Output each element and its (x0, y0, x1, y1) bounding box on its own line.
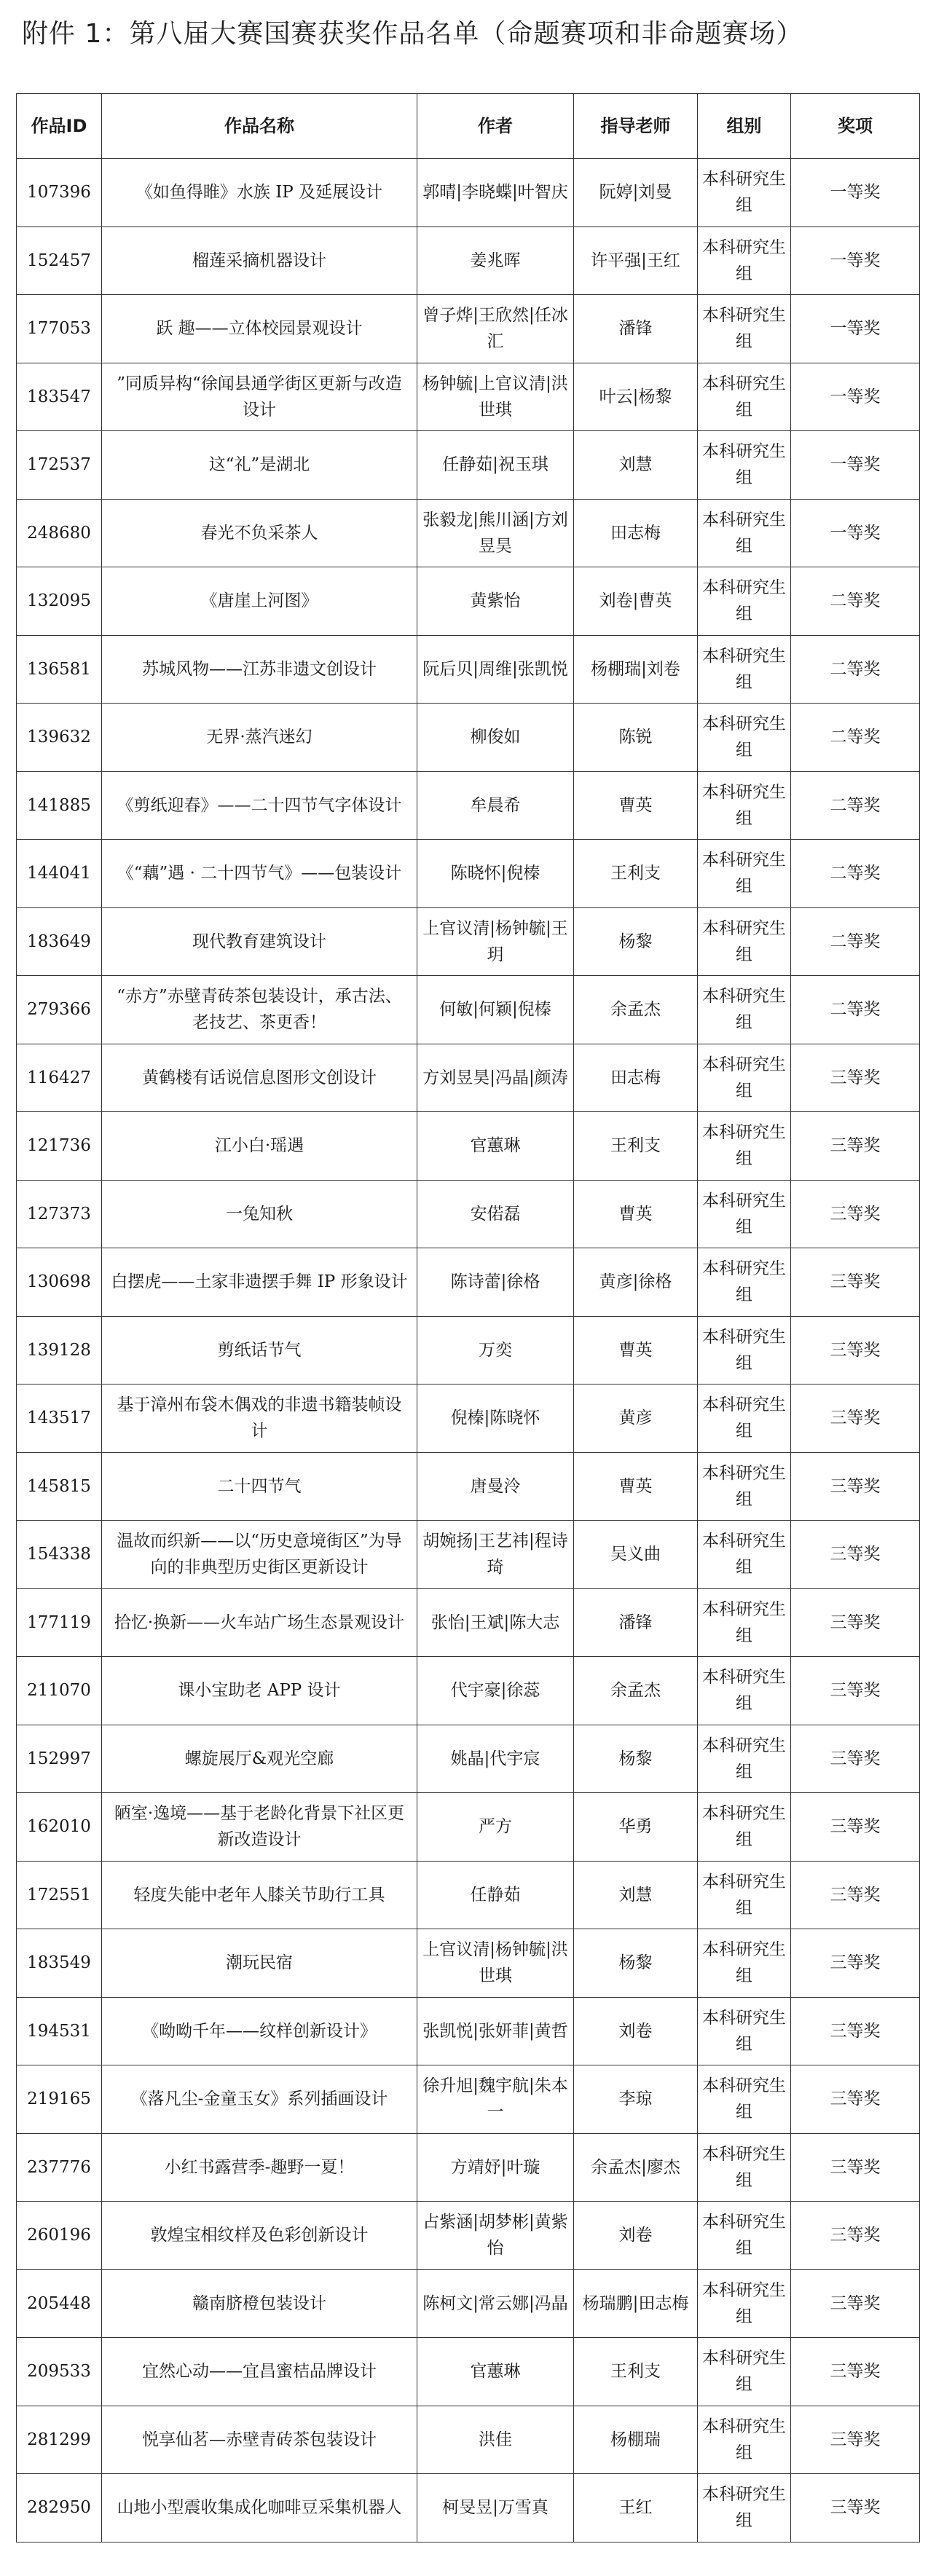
table-row (17, 1861, 920, 1929)
cell-award: 二等奖 (791, 635, 920, 704)
cell-mentor: 陈锐 (574, 704, 698, 772)
cell-author: 姚晶|代宇宸 (417, 1725, 574, 1793)
cell-author: 官蕙琳 (417, 2338, 574, 2406)
cell-award: 二等奖 (791, 840, 920, 908)
cell-name: 《落凡尘-金童玉女》系列插画设计 (102, 2065, 417, 2134)
table-row (17, 567, 920, 636)
cell-award: 三等奖 (791, 1384, 920, 1453)
cell-id: 172551 (17, 1861, 102, 1929)
cell-author: 严方 (417, 1793, 574, 1862)
cell-mentor: 王利支 (574, 840, 698, 908)
table-row (17, 1657, 920, 1725)
table-row (17, 907, 920, 976)
cell-author: 方刘昱昊|冯晶|颜涛 (417, 1044, 574, 1112)
cell-award: 三等奖 (791, 1657, 920, 1725)
cell-mentor: 刘慧 (574, 1861, 698, 1929)
cell-name: 基于漳州布袋木偶戏的非遗书籍装帧设计 (102, 1384, 417, 1453)
cell-group: 本科研究生组 (698, 840, 791, 908)
cell-id: 177053 (17, 295, 102, 363)
cell-id: 144041 (17, 840, 102, 908)
cell-mentor: 潘锋 (574, 1588, 698, 1657)
cell-author: 黄紫怡 (417, 567, 574, 636)
table-row (17, 1452, 920, 1521)
cell-id: 136581 (17, 635, 102, 704)
cell-author: 上官议清|杨钟毓|王玥 (417, 907, 574, 976)
cell-award: 三等奖 (791, 2338, 920, 2406)
cell-mentor: 叶云|杨黎 (574, 363, 698, 431)
cell-id: 279366 (17, 976, 102, 1044)
cell-group: 本科研究生组 (698, 771, 791, 840)
table-row (17, 976, 920, 1044)
cell-author: 陈诗蕾|徐格 (417, 1248, 574, 1317)
cell-mentor: 许平强|王红 (574, 227, 698, 295)
cell-id: 237776 (17, 2133, 102, 2202)
cell-author: 任静茹|祝玉琪 (417, 431, 574, 500)
cell-award: 一等奖 (791, 227, 920, 295)
cell-group: 本科研究生组 (698, 2133, 791, 2202)
cell-name: 跃 趣——立体校园景观设计 (102, 295, 417, 363)
cell-id: 281299 (17, 2406, 102, 2474)
cell-name: ”同质异构“徐闻县通学街区更新与改造设计 (102, 363, 417, 431)
cell-name: 二十四节气 (102, 1452, 417, 1521)
cell-award: 三等奖 (791, 2133, 920, 2202)
cell-id: 116427 (17, 1044, 102, 1112)
cell-group: 本科研究生组 (698, 499, 791, 567)
cell-group: 本科研究生组 (698, 635, 791, 704)
cell-name: 敦煌宝相纹样及色彩创新设计 (102, 2202, 417, 2270)
cell-mentor: 杨瑞鹏|田志梅 (574, 2269, 698, 2338)
cell-award: 三等奖 (791, 1725, 920, 1793)
cell-mentor: 杨黎 (574, 907, 698, 976)
cell-author: 占紫涵|胡梦彬|黄紫怡 (417, 2202, 574, 2270)
table-row (17, 1929, 920, 1998)
cell-author: 任静茹 (417, 1861, 574, 1929)
cell-id: 154338 (17, 1521, 102, 1589)
table-row (17, 840, 920, 908)
cell-mentor: 曹英 (574, 771, 698, 840)
cell-group: 本科研究生组 (698, 2065, 791, 2134)
cell-mentor: 王利支 (574, 2338, 698, 2406)
cell-author: 徐升旭|魏宇航|朱本一 (417, 2065, 574, 2134)
cell-award: 三等奖 (791, 2065, 920, 2134)
cell-mentor: 李琼 (574, 2065, 698, 2134)
cell-group: 本科研究生组 (698, 1112, 791, 1181)
cell-group: 本科研究生组 (698, 1044, 791, 1112)
cell-id: 145815 (17, 1452, 102, 1521)
cell-award: 三等奖 (791, 1452, 920, 1521)
cell-author: 张凯悦|张妍菲|黄哲 (417, 1997, 574, 2065)
cell-group: 本科研究生组 (698, 1180, 791, 1248)
table-row (17, 1112, 920, 1181)
cell-mentor: 潘锋 (574, 295, 698, 363)
table-row (17, 704, 920, 772)
table-row (17, 1248, 920, 1317)
cell-name: 山地小型震收集成化咖啡豆采集机器人 (102, 2474, 417, 2542)
cell-mentor: 曹英 (574, 1452, 698, 1521)
cell-award: 三等奖 (791, 2406, 920, 2474)
cell-name: 《“藕”遇 · 二十四节气》——包装设计 (102, 840, 417, 908)
cell-name: 现代教育建筑设计 (102, 907, 417, 976)
cell-group: 本科研究生组 (698, 1588, 791, 1657)
cell-name: “赤方”赤壁青砖茶包装设计，承古法、老技艺、茶更香！ (102, 976, 417, 1044)
cell-award: 一等奖 (791, 499, 920, 567)
table-row (17, 2202, 920, 2270)
cell-group: 本科研究生组 (698, 1793, 791, 1862)
cell-id: 152997 (17, 1725, 102, 1793)
cell-group: 本科研究生组 (698, 159, 791, 227)
cell-name: 宜然心动——宜昌蜜桔品牌设计 (102, 2338, 417, 2406)
cell-mentor: 曹英 (574, 1316, 698, 1384)
table-body (17, 159, 920, 2542)
cell-award: 二等奖 (791, 976, 920, 1044)
cell-name: 轻度失能中老年人膝关节助行工具 (102, 1861, 417, 1929)
cell-id: 282950 (17, 2474, 102, 2542)
cell-name: 江小白·瑶遇 (102, 1112, 417, 1181)
cell-award: 三等奖 (791, 2202, 920, 2270)
table-row (17, 1793, 920, 1862)
cell-id: 183547 (17, 363, 102, 431)
cell-award: 三等奖 (791, 2474, 920, 2542)
table-header-row (17, 94, 920, 159)
cell-author: 姜兆晖 (417, 227, 574, 295)
table-row (17, 2269, 920, 2338)
cell-author: 牟晨希 (417, 771, 574, 840)
cell-id: 248680 (17, 499, 102, 567)
cell-award: 三等奖 (791, 1248, 920, 1317)
cell-name: 《剪纸迎春》——二十四节气字体设计 (102, 771, 417, 840)
table-row (17, 2065, 920, 2134)
cell-mentor: 华勇 (574, 1793, 698, 1862)
cell-mentor: 余孟杰|廖杰 (574, 2133, 698, 2202)
cell-mentor: 刘卷|曹英 (574, 567, 698, 636)
cell-group: 本科研究生组 (698, 2202, 791, 2270)
cell-group: 本科研究生组 (698, 363, 791, 431)
cell-mentor: 杨棚瑞|刘卷 (574, 635, 698, 704)
cell-id: 143517 (17, 1384, 102, 1453)
cell-name: 课小宝助老 APP 设计 (102, 1657, 417, 1725)
cell-group: 本科研究生组 (698, 1861, 791, 1929)
cell-mentor: 杨黎 (574, 1725, 698, 1793)
cell-name: 一兔知秋 (102, 1180, 417, 1248)
cell-author: 张怡|王斌|陈大志 (417, 1588, 574, 1657)
cell-award: 二等奖 (791, 907, 920, 976)
award-table (16, 93, 920, 2542)
cell-mentor: 杨黎 (574, 1929, 698, 1998)
header-award: 奖项 (791, 94, 920, 159)
cell-name: 白摆虎——土家非遗摆手舞 IP 形象设计 (102, 1248, 417, 1317)
cell-name: 赣南脐橙包装设计 (102, 2269, 417, 2338)
cell-author: 柳俊如 (417, 704, 574, 772)
cell-name: 悦享仙茗—赤壁青砖茶包装设计 (102, 2406, 417, 2474)
cell-id: 211070 (17, 1657, 102, 1725)
table-row (17, 1044, 920, 1112)
cell-author: 张毅龙|熊川涵|方刘昱昊 (417, 499, 574, 567)
cell-id: 209533 (17, 2338, 102, 2406)
table-row (17, 431, 920, 500)
table-row (17, 159, 920, 227)
cell-group: 本科研究生组 (698, 431, 791, 500)
cell-mentor: 阮婷|刘曼 (574, 159, 698, 227)
cell-mentor: 刘慧 (574, 431, 698, 500)
cell-author: 万奕 (417, 1316, 574, 1384)
table-row (17, 363, 920, 431)
cell-id: 162010 (17, 1793, 102, 1862)
table-row (17, 1521, 920, 1589)
cell-group: 本科研究生组 (698, 976, 791, 1044)
cell-award: 一等奖 (791, 431, 920, 500)
cell-author: 上官议清|杨钟毓|洪世琪 (417, 1929, 574, 1998)
cell-group: 本科研究生组 (698, 2338, 791, 2406)
cell-group: 本科研究生组 (698, 1997, 791, 2065)
cell-name: 春光不负采茶人 (102, 499, 417, 567)
table-row (17, 2474, 920, 2542)
header-group: 组别 (698, 94, 791, 159)
cell-author: 陈柯文|常云娜|冯晶 (417, 2269, 574, 2338)
cell-id: 183549 (17, 1929, 102, 1998)
cell-author: 柯旻昱|万雪真 (417, 2474, 574, 2542)
cell-award: 三等奖 (791, 1861, 920, 1929)
cell-name: 《呦呦千年——纹样创新设计》 (102, 1997, 417, 2065)
cell-id: 141885 (17, 771, 102, 840)
award-table-container (16, 93, 919, 2542)
cell-mentor: 曹英 (574, 1180, 698, 1248)
cell-name: 黄鹤楼有话说信息图形文创设计 (102, 1044, 417, 1112)
page-title: 附件 1：第八届大赛国赛获奖作品名单（命题赛项和非命题赛场） (22, 19, 803, 49)
cell-group: 本科研究生组 (698, 1725, 791, 1793)
cell-group: 本科研究生组 (698, 907, 791, 976)
cell-group: 本科研究生组 (698, 1248, 791, 1317)
cell-id: 172537 (17, 431, 102, 500)
cell-id: 139128 (17, 1316, 102, 1384)
cell-mentor: 杨棚瑞 (574, 2406, 698, 2474)
cell-author: 阮后贝|周维|张凯悦 (417, 635, 574, 704)
cell-author: 何敏|何颖|倪榛 (417, 976, 574, 1044)
cell-name: 榴莲采摘机器设计 (102, 227, 417, 295)
cell-award: 三等奖 (791, 1044, 920, 1112)
cell-name: 拾忆·换新——火车站广场生态景观设计 (102, 1588, 417, 1657)
cell-award: 三等奖 (791, 1521, 920, 1589)
cell-group: 本科研究生组 (698, 2269, 791, 2338)
cell-author: 代宇豪|徐蕊 (417, 1657, 574, 1725)
cell-mentor: 黄彦|徐格 (574, 1248, 698, 1317)
cell-id: 205448 (17, 2269, 102, 2338)
cell-group: 本科研究生组 (698, 295, 791, 363)
cell-group: 本科研究生组 (698, 1316, 791, 1384)
cell-name: 无界·蒸汽迷幻 (102, 704, 417, 772)
cell-id: 194531 (17, 1997, 102, 2065)
cell-award: 二等奖 (791, 771, 920, 840)
cell-id: 219165 (17, 2065, 102, 2134)
header-id: 作品ID (17, 94, 102, 159)
cell-author: 洪佳 (417, 2406, 574, 2474)
cell-author: 曾子烨|王欣然|任冰汇 (417, 295, 574, 363)
cell-award: 三等奖 (791, 1112, 920, 1181)
cell-mentor: 王利支 (574, 1112, 698, 1181)
table-row (17, 1588, 920, 1657)
cell-name: 这“礼”是湖北 (102, 431, 417, 500)
cell-id: 260196 (17, 2202, 102, 2270)
table-row (17, 635, 920, 704)
cell-id: 183649 (17, 907, 102, 976)
cell-mentor: 刘卷 (574, 1997, 698, 2065)
cell-id: 107396 (17, 159, 102, 227)
cell-id: 121736 (17, 1112, 102, 1181)
cell-name: 苏城风物——江苏非遗文创设计 (102, 635, 417, 704)
cell-group: 本科研究生组 (698, 227, 791, 295)
cell-award: 三等奖 (791, 1316, 920, 1384)
cell-award: 三等奖 (791, 1588, 920, 1657)
cell-group: 本科研究生组 (698, 1929, 791, 1998)
cell-name: 潮玩民宿 (102, 1929, 417, 1998)
table-row (17, 499, 920, 567)
cell-award: 三等奖 (791, 1180, 920, 1248)
cell-award: 二等奖 (791, 704, 920, 772)
table-row (17, 2406, 920, 2474)
cell-group: 本科研究生组 (698, 1452, 791, 1521)
cell-author: 唐曼泠 (417, 1452, 574, 1521)
cell-mentor: 吴义曲 (574, 1521, 698, 1589)
cell-mentor: 余孟杰 (574, 976, 698, 1044)
cell-award: 一等奖 (791, 159, 920, 227)
cell-id: 152457 (17, 227, 102, 295)
cell-id: 177119 (17, 1588, 102, 1657)
cell-group: 本科研究生组 (698, 704, 791, 772)
cell-author: 官蕙琳 (417, 1112, 574, 1181)
cell-id: 132095 (17, 567, 102, 636)
cell-award: 三等奖 (791, 2269, 920, 2338)
cell-award: 一等奖 (791, 363, 920, 431)
table-row (17, 771, 920, 840)
cell-award: 三等奖 (791, 1929, 920, 1998)
cell-name: 《唐崖上河图》 (102, 567, 417, 636)
cell-author: 郭晴|李晓蝶|叶智庆 (417, 159, 574, 227)
table-row (17, 227, 920, 295)
cell-mentor: 田志梅 (574, 499, 698, 567)
cell-name: 《如鱼得睢》水族 IP 及延展设计 (102, 159, 417, 227)
cell-award: 一等奖 (791, 295, 920, 363)
table-row (17, 1180, 920, 1248)
cell-mentor: 田志梅 (574, 1044, 698, 1112)
table-row (17, 1725, 920, 1793)
cell-mentor: 王红 (574, 2474, 698, 2542)
table-row (17, 295, 920, 363)
cell-group: 本科研究生组 (698, 567, 791, 636)
table-row (17, 2133, 920, 2202)
cell-id: 130698 (17, 1248, 102, 1317)
cell-award: 二等奖 (791, 567, 920, 636)
cell-name: 剪纸话节气 (102, 1316, 417, 1384)
cell-group: 本科研究生组 (698, 1384, 791, 1453)
cell-award: 三等奖 (791, 1997, 920, 2065)
cell-mentor: 刘卷 (574, 2202, 698, 2270)
cell-award: 三等奖 (791, 1793, 920, 1862)
cell-name: 螺旋展厅&观光空廊 (102, 1725, 417, 1793)
cell-id: 127373 (17, 1180, 102, 1248)
cell-id: 139632 (17, 704, 102, 772)
cell-author: 方靖妤|叶璇 (417, 2133, 574, 2202)
table-row (17, 1316, 920, 1384)
table-row (17, 1997, 920, 2065)
cell-mentor: 黄彦 (574, 1384, 698, 1453)
cell-group: 本科研究生组 (698, 1657, 791, 1725)
cell-author: 杨钟毓|上官议清|洪世琪 (417, 363, 574, 431)
cell-author: 安偌磊 (417, 1180, 574, 1248)
cell-group: 本科研究生组 (698, 1521, 791, 1589)
cell-author: 倪榛|陈晓怀 (417, 1384, 574, 1453)
table-row (17, 2338, 920, 2406)
cell-mentor: 余孟杰 (574, 1657, 698, 1725)
header-name: 作品名称 (102, 94, 417, 159)
header-mentor: 指导老师 (574, 94, 698, 159)
header-author: 作者 (417, 94, 574, 159)
cell-group: 本科研究生组 (698, 2406, 791, 2474)
table-row (17, 1384, 920, 1453)
cell-group: 本科研究生组 (698, 2474, 791, 2542)
cell-name: 温故而织新——以“历史意境街区”为导向的非典型历史街区更新设计 (102, 1521, 417, 1589)
cell-name: 小红书露营季-趣野一夏！ (102, 2133, 417, 2202)
cell-author: 胡婉扬|王艺祎|程诗琦 (417, 1521, 574, 1589)
cell-name: 陋室·逸境——基于老龄化背景下社区更新改造设计 (102, 1793, 417, 1862)
cell-author: 陈晓怀|倪榛 (417, 840, 574, 908)
